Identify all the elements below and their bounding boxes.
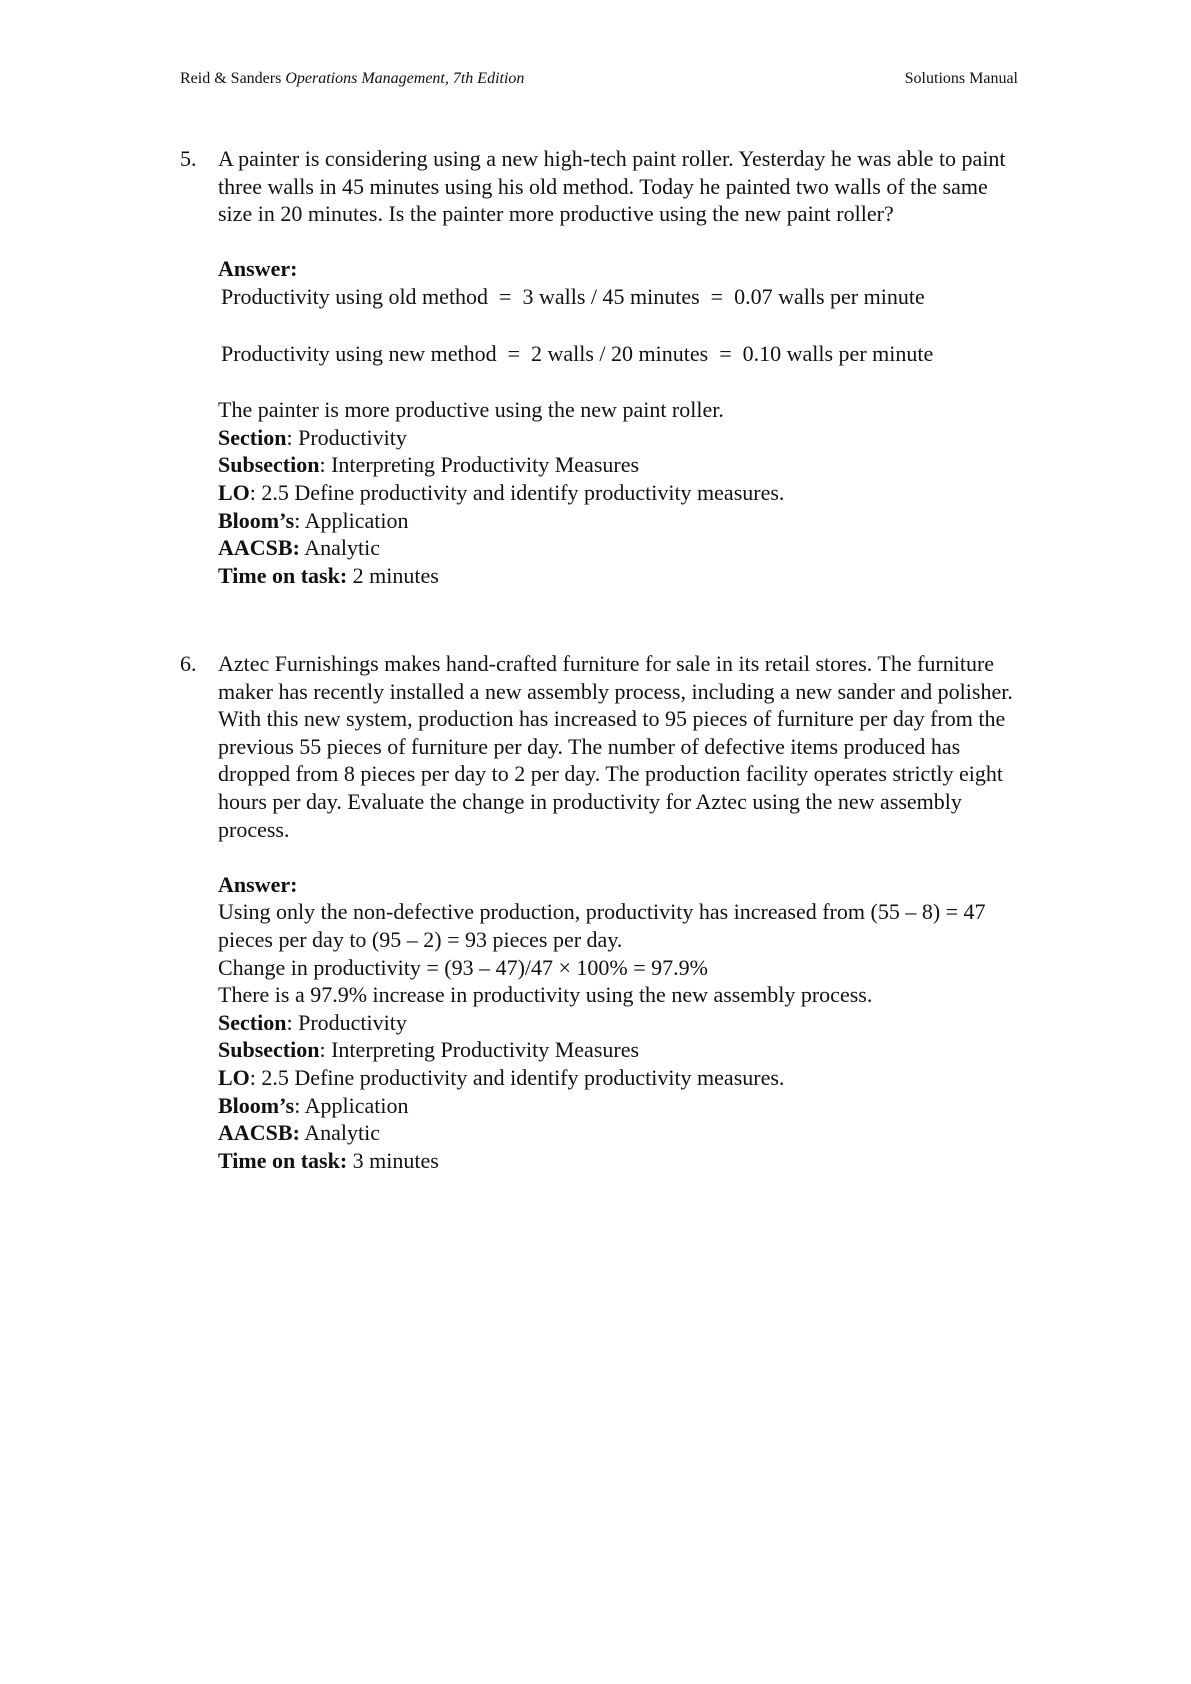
meta-label: Time on task:	[218, 562, 348, 588]
meta-blooms: Bloom’s: Application	[218, 1092, 409, 1118]
meta-value: 2 minutes	[352, 562, 439, 588]
meta-value: 2.5 Define productivity and identify productivity measures.	[261, 479, 785, 505]
question-text: Aztec Furnishings makes hand-crafted furniture for sale in its retail stores. The furniture maker has recently installed a new assembly process, including a new sander and polisher. With this new system, production has increased to 95 pieces of furniture per day from the previous 55 pieces of furniture per day. The number of defective items produced has dropped from 8 pieces per day to 2 per day. The production facility operates strictly eight hours per day. Evaluate the change in productivity for Aztec using the new assembly process.	[218, 651, 1013, 842]
meta-label: LO	[218, 479, 250, 505]
answer-heading: Answer:	[218, 256, 298, 282]
meta-label: Section	[218, 1009, 287, 1035]
meta-lo: LO: 2.5 Define productivity and identify productivity measures.	[218, 479, 785, 505]
meta-section: Section: Productivity	[218, 1009, 407, 1035]
question-metadata	[218, 1009, 1020, 1175]
answer-line: Using only the non-defective production, productivity has increased from (55 – 8) = 47 pieces per day to (95 – 2) = 93 pieces per day.	[218, 899, 986, 952]
answer-line: The painter is more productive using the new paint roller.	[218, 397, 724, 423]
question-number: 5.	[180, 146, 197, 171]
meta-label: AACSB:	[218, 535, 300, 561]
header-right: Solutions Manual	[904, 70, 1018, 87]
meta-value: Interpreting Productivity Measures	[331, 452, 640, 478]
formula-old-method	[221, 283, 1020, 311]
meta-time-on-task	[218, 562, 1020, 590]
question-5	[180, 145, 1020, 589]
meta-label: Time on task:	[218, 1147, 348, 1173]
question-6	[180, 650, 1020, 1174]
meta-label: Bloom’s	[218, 507, 295, 533]
meta-value: Interpreting Productivity Measures	[331, 1037, 640, 1063]
meta-label: LO	[218, 1064, 250, 1090]
meta-lo: LO: 2.5 Define productivity and identify productivity measures.	[218, 1064, 785, 1090]
meta-value: Productivity	[298, 424, 407, 450]
meta-aacsb	[218, 1119, 1020, 1147]
meta-value: Analytic	[304, 535, 380, 561]
meta-label: Bloom’s	[218, 1092, 295, 1118]
spacer	[218, 367, 1020, 396]
meta-label: AACSB:	[218, 1120, 300, 1146]
answer-line: Change in productivity = (93 – 47)/47 × 100% = 97.9%	[218, 954, 708, 980]
formula-new-method	[221, 340, 1020, 368]
meta-time-on-task	[218, 1147, 1020, 1175]
meta-value: Application	[304, 507, 409, 533]
answer-line: There is a 97.9% increase in productivity using the new assembly process.	[218, 982, 873, 1008]
spacer	[218, 311, 1020, 340]
question-metadata	[218, 424, 1020, 590]
question-number: 6.	[180, 651, 197, 676]
meta-aacsb	[218, 534, 1020, 562]
meta-label: Subsection	[218, 452, 320, 478]
question-body	[218, 145, 1020, 589]
meta-subsection: Subsection: Interpreting Productivity Measures	[218, 452, 640, 478]
question-body	[218, 650, 1020, 1174]
meta-label: Section	[218, 424, 287, 450]
meta-value: Application	[304, 1092, 409, 1118]
header-left	[180, 70, 524, 88]
meta-value: Analytic	[304, 1120, 380, 1146]
question-text: A painter is considering using a new high-tech paint roller. Yesterday he was able to paint three walls in 45 minutes using his old method. Today he painted two walls of the same size in 20 minutes. Is the painter more productive using the new paint roller?	[218, 146, 1006, 227]
meta-subsection: Subsection: Interpreting Productivity Measures	[218, 1037, 640, 1063]
meta-value: Productivity	[298, 1009, 407, 1035]
answer-heading: Answer:	[218, 871, 298, 897]
meta-label: Subsection	[218, 1037, 320, 1063]
meta-value: 2.5 Define productivity and identify productivity measures.	[261, 1064, 785, 1090]
meta-section: Section: Productivity	[218, 424, 407, 450]
header-book-title: Operations Management, 7th Edition	[285, 70, 525, 87]
formula-text: Productivity using old method = 3 walls / 45 minutes = 0.07 walls per minute	[221, 283, 925, 309]
header-publisher: Reid & Sanders	[180, 70, 282, 87]
page-header	[180, 70, 1018, 92]
formula-text: Productivity using new method = 2 walls / 20 minutes = 0.10 walls per minute	[221, 340, 934, 366]
meta-blooms: Bloom’s: Application	[218, 507, 409, 533]
meta-value: 3 minutes	[352, 1147, 439, 1173]
